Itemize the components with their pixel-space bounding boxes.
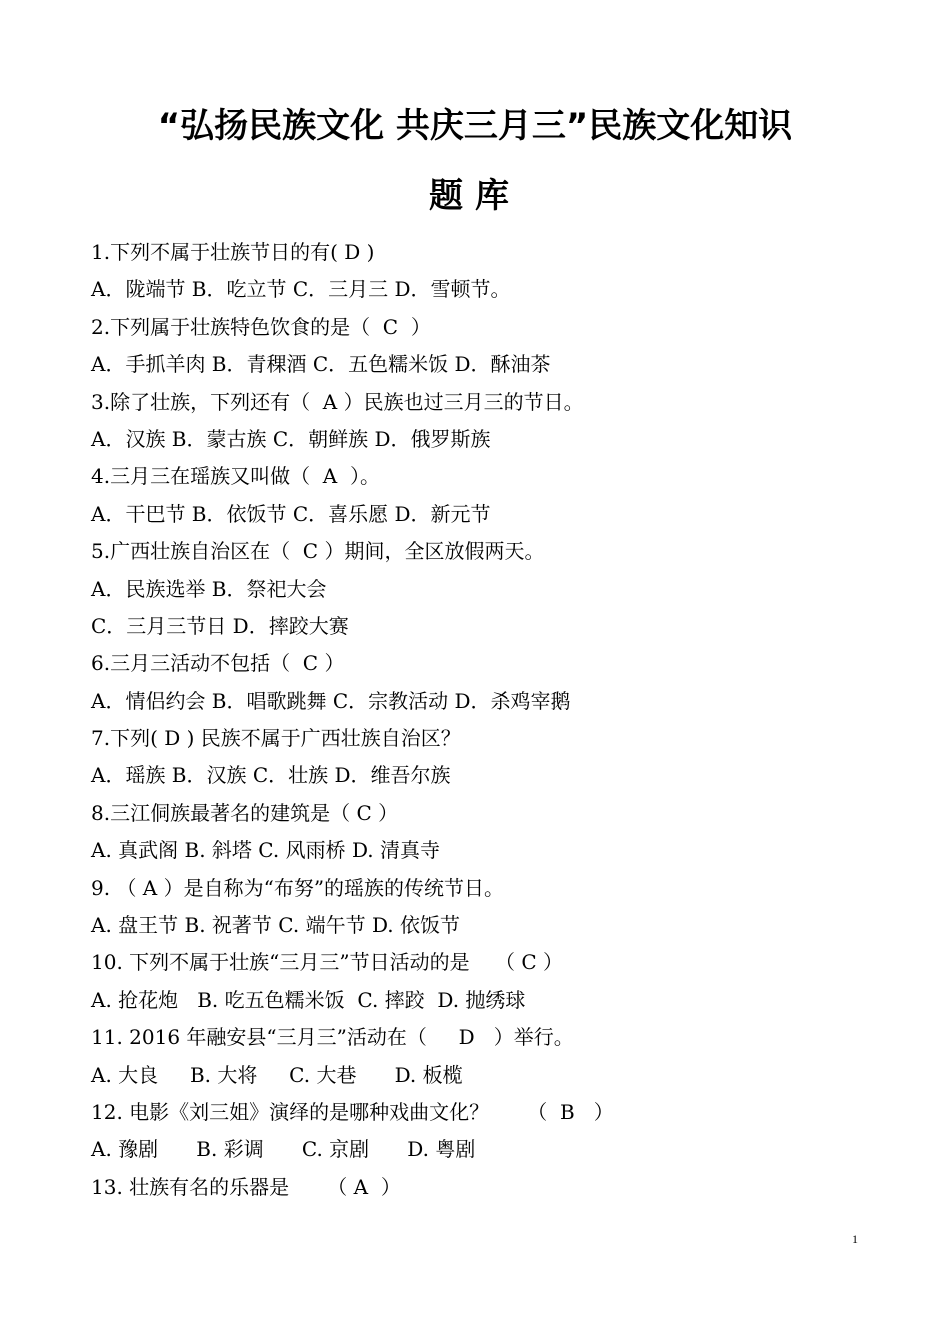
question-2-options: A．手抓羊肉 B．青稞酒 C．五色糯米饭 D．酥油茶 [91,352,551,377]
question-5-options-cd: C．三月三节日 D．摔跤大赛 [91,613,349,638]
question-3: 3.除了壮族，下列还有（ A ）民族也过三月三的节日。 [91,389,584,414]
question-9-options: A. 盘王节 B. 祝著节 C. 端午节 D. 依饭节 [91,913,460,938]
question-8: 8.三江侗族最著名的建筑是（ C ） [91,800,399,825]
question-9: 9. （ A ）是自称为“布努”的瑶族的传统节日。 [91,875,505,900]
question-3-options: A．汉族 B．蒙古族 C．朝鲜族 D．俄罗斯族 [91,426,491,451]
question-5-options-ab: A．民族选举 B．祭祀大会 [91,576,327,601]
question-13: 13. 壮族有名的乐器是 （ A ） [91,1174,401,1199]
question-1: 1.下列不属于壮族节日的有( D ) [91,240,375,264]
question-list [91,234,911,1206]
question-4: 4.三月三在瑶族又叫做（ A ）。 [91,464,380,489]
question-4-options: A．干巴节 B．依饭节 C．喜乐愿 D．新元节 [91,501,491,526]
document-title-line-2: 题库 [429,176,521,216]
document-title-line-1: “弘扬民族文化 共庆三月三”民族文化知识 [157,106,793,146]
question-11: 11. 2016 年融安县“三月三”活动在（ D ）举行。 [91,1025,574,1050]
page-number: 1 [852,1232,858,1246]
question-7: 7.下列( D ) 民族不属于广西壮族自治区？ [91,726,461,751]
question-8-options: A. 真武阁 B. 斜塔 C. 风雨桥 D. 清真寺 [91,838,440,863]
question-6: 6.三月三活动不包括（ C ） [91,651,345,676]
question-10-options: A. 抢花炮 B. 吃五色糯米饭 C. 摔跤 D. 抛绣球 [91,987,526,1012]
question-11-options: A. 大良 B. 大将 C. 大巷 D. 板榄 [91,1062,463,1087]
question-7-options: A．瑶族 B．汉族 C．壮族 D．维吾尔族 [91,763,451,788]
question-10: 10. 下列不属于壮族“三月三”节日活动的是 （ C ） [91,950,564,975]
question-12: 12. 电影《刘三姐》演绎的是哪种戏曲文化？ （ B ） [91,1099,614,1124]
question-12-options: A. 豫剧 B. 彩调 C. 京剧 D. 粤剧 [91,1137,476,1162]
question-5: 5.广西壮族自治区在（ C ）期间，全区放假两天。 [91,539,545,564]
question-1-options: A．陇端节 B．吃立节 C．三月三 D．雪顿节。 [91,277,511,302]
question-2: 2.下列属于壮族特色饮食的是（ C ） [91,314,431,339]
question-6-options: A．情侣约会 B．唱歌跳舞 C．宗教活动 D．杀鸡宰鹅 [91,688,571,713]
